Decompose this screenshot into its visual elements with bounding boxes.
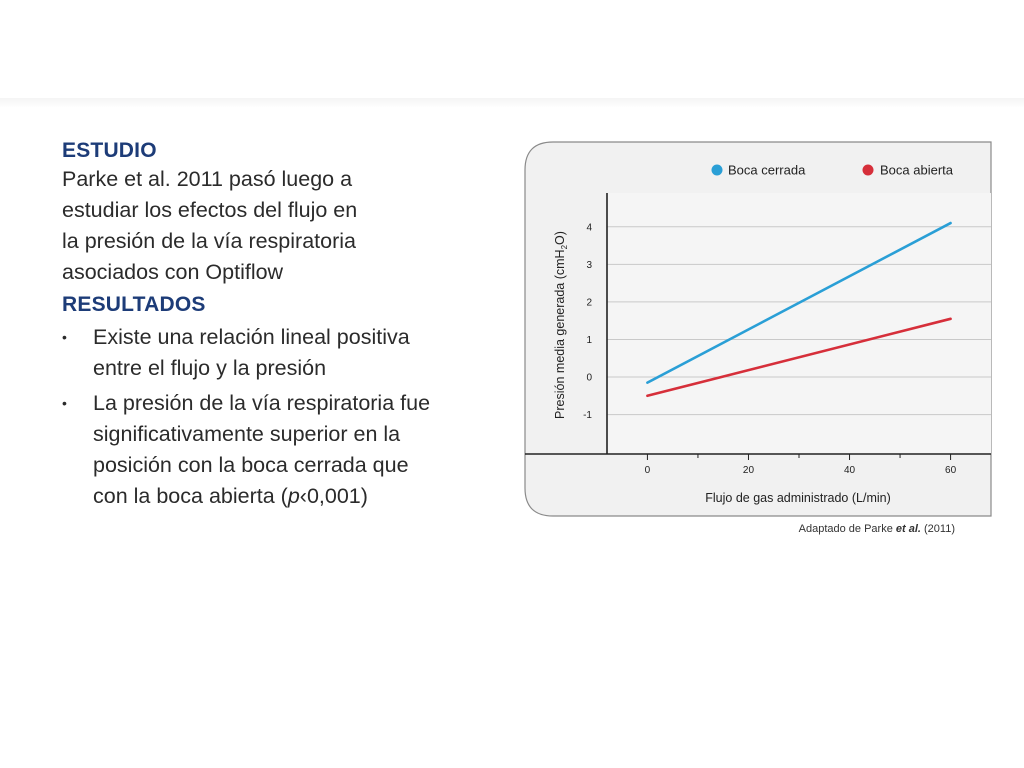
bullet-dot: • bbox=[62, 395, 67, 411]
text-column bbox=[62, 138, 492, 516]
bullet-line: entre el flujo y la presión bbox=[93, 356, 327, 380]
y-axis-title-end: O) bbox=[553, 231, 567, 245]
list-item bbox=[62, 322, 492, 384]
bullet-line: posición con la boca cerrada que bbox=[93, 453, 409, 477]
y-tick-label: 4 bbox=[586, 222, 592, 234]
bullet-line: Existe una relación lineal positiva bbox=[93, 325, 410, 349]
results-heading: RESULTADOS bbox=[62, 293, 206, 316]
study-line: asociados con Optiflow bbox=[62, 260, 284, 284]
study-line: Parke et al. 2011 pasó luego a bbox=[62, 167, 353, 191]
x-tick-label: 60 bbox=[945, 465, 957, 476]
y-tick-label: 1 bbox=[586, 334, 592, 346]
bullet-line: La presión de la vía respiratoria fue bbox=[93, 391, 431, 415]
credit-italic: et al. bbox=[895, 523, 921, 535]
y-axis-title-sub: 2 bbox=[560, 244, 569, 250]
results-list bbox=[62, 322, 492, 512]
legend-label-open: Boca abierta bbox=[880, 162, 953, 178]
x-tick-label: 20 bbox=[742, 465, 755, 476]
study-heading: ESTUDIO bbox=[62, 139, 157, 162]
x-tick-label: 0 bbox=[644, 465, 651, 476]
p-value-symbol: p bbox=[287, 484, 300, 508]
credit-text: Adaptado de Parke bbox=[798, 523, 896, 535]
y-tick-label: -1 bbox=[583, 410, 592, 422]
list-item bbox=[62, 388, 492, 512]
line-chart bbox=[523, 140, 993, 518]
study-line: estudiar los efectos del flujo en bbox=[62, 198, 358, 222]
y-tick-label: 2 bbox=[586, 297, 592, 309]
x-tick-label: 40 bbox=[843, 465, 856, 476]
study-line: la presión de la vía respiratoria bbox=[62, 229, 356, 253]
y-axis-title bbox=[553, 231, 569, 419]
y-tick-label: 3 bbox=[586, 259, 592, 271]
chart bbox=[523, 140, 993, 518]
y-tick-label: 0 bbox=[586, 372, 592, 384]
bullet-text: ‹0,001) bbox=[299, 484, 368, 508]
bullet-line-last bbox=[93, 481, 492, 512]
legend-marker-closed bbox=[712, 165, 723, 176]
credit-text: (2011) bbox=[920, 523, 955, 535]
bullet-text: con la boca abierta ( bbox=[93, 484, 288, 508]
top-fade bbox=[0, 98, 1024, 108]
legend-label-closed: Boca cerrada bbox=[728, 162, 806, 178]
study-description bbox=[62, 164, 492, 288]
y-axis-title-main: Presión media generada (cmH bbox=[553, 249, 567, 419]
bullet-line: significativamente superior en la bbox=[93, 422, 401, 446]
x-axis-title: Flujo de gas administrado (L/min) bbox=[705, 491, 891, 505]
source-credit bbox=[760, 523, 955, 535]
bullet-dot: • bbox=[62, 329, 67, 345]
legend-marker-open bbox=[863, 165, 874, 176]
